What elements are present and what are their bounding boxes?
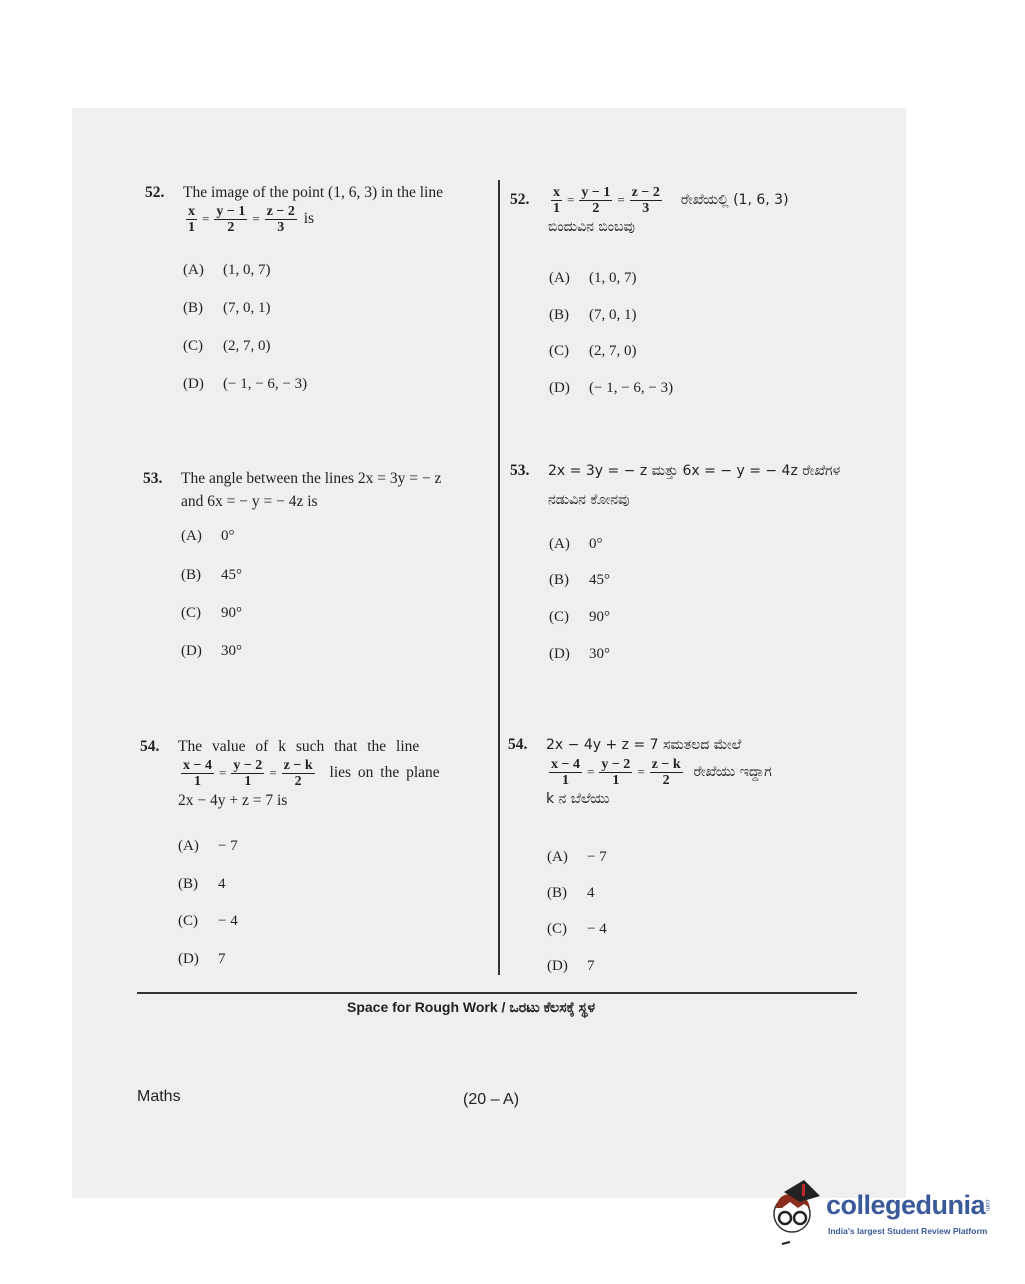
question-text: The value of k such that the line — [178, 738, 420, 755]
option-d: (D) (− 1, − 6, − 3) — [183, 376, 308, 392]
option-b: (B) (7, 0, 1) — [549, 307, 637, 323]
logo-com: .com — [984, 1198, 990, 1212]
question-number: 54. — [140, 738, 160, 755]
question-text: lies on the plane — [329, 764, 440, 782]
option-c: (C) − 4 — [547, 921, 607, 937]
question-53-en — [143, 467, 498, 513]
page-number: (20 – A) — [463, 1091, 520, 1108]
option-b: (B) 45° — [181, 567, 242, 583]
option-a: (A) − 7 — [178, 838, 238, 854]
option-a: (A) 0° — [549, 536, 603, 552]
logo-tagline: India's largest Student Review Platform — [828, 1226, 988, 1236]
option-a: (A) − 7 — [547, 849, 607, 865]
question-number: 52. — [145, 184, 165, 201]
question-number: 53. — [143, 470, 163, 487]
question-number: 53. — [510, 462, 530, 479]
option-d: (D) 7 — [547, 958, 595, 974]
question-text: ರೇಖೆಯು ಇದ್ದಾಗ — [693, 764, 772, 781]
fraction: $\frac{z - 2}{3}$ — [266, 204, 295, 235]
logo-wordmark: collegedunia — [826, 1190, 986, 1220]
rough-work-label: Space for Rough Work / ಒರಟು ಕೆಲಸಕ್ಕೆ ಸ್ಥಳ — [347, 999, 596, 1015]
question-text: k ನ ಬೆಲೆಯು — [546, 791, 610, 807]
question-text: The angle between the lines 2x = 3y = − z — [181, 470, 442, 487]
mascot-icon — [768, 1178, 828, 1248]
subject-label: Maths — [137, 1088, 181, 1105]
option-c: (C) − 4 — [178, 913, 238, 929]
option-b: (B) 45° — [549, 572, 610, 588]
question-54-kn: 54. 2x − 4y + z = 7 ಸಮತಲದ ಮೇಲೆ $\frac{x - 4}{1}$ = $\frac{y - 2}{1}$ = $\frac{z - k}{2}$ ರೇಖೆಯು ಇದ್ದಾಗ k ನ ಬೆಲೆಯು — [508, 733, 868, 811]
option-a: (A) (1, 0, 7) — [549, 270, 637, 286]
question-text: 2x − 4y + z = 7 ಸಮತಲದ ಮೇಲೆ — [546, 737, 742, 753]
option-c: (C) (2, 7, 0) — [183, 338, 271, 354]
option-c: (C) 90° — [549, 609, 610, 625]
question-text: The image of the point (1, 6, 3) in the line — [183, 184, 443, 201]
question-52-kn: 52. $\frac{x}{1}$ = $\frac{y - 1}{2}$ = $\frac{z - 2}{3}$ ರೇಖೆಯಲ್ಲಿ (1, 6, 3) ಬಿಂದುವಿನ ಬಿಂಬವು — [510, 185, 870, 239]
question-number: 54. — [508, 736, 528, 753]
fraction: $\frac{x}{1}$ — [188, 204, 195, 235]
option-c: (C) (2, 7, 0) — [549, 343, 637, 359]
question-text: is — [303, 210, 315, 228]
question-text: 2x − 4y + z = 7 is — [178, 792, 288, 809]
option-d: (D) (− 1, − 6, − 3) — [549, 380, 674, 396]
option-b: (B) 4 — [547, 885, 595, 901]
question-number: 52. — [510, 191, 530, 209]
question-54-en: 54. The value of k such that the line $\frac{x - 4}{1}$ = $\frac{y - 2}{1}$ = $\frac{z - k}{2}$ lies on the plane 2x − 4y + z = 7 is — [140, 735, 498, 812]
column-divider — [498, 180, 500, 975]
collegedunia-logo — [768, 1178, 998, 1248]
option-d: (D) 7 — [178, 951, 226, 967]
question-text: ನಡುವಿನ ಕೋನವು — [548, 492, 630, 508]
question-52-en: 52. The image of the point (1, 6, 3) in the line $\frac{x}{1}$ = $\frac{y - 1}{2}$ = $\frac{z - 2}{3}$ is — [145, 181, 500, 235]
option-d: (D) 30° — [549, 646, 610, 662]
option-b: (B) (7, 0, 1) — [183, 300, 271, 316]
question-53-kn — [510, 459, 870, 512]
question-text: 2x = 3y = − z ಮತ್ತು 6x = − y = − 4z ರೇಖೆಗಳ — [548, 463, 841, 479]
bottom-rule — [137, 992, 857, 994]
option-a: (A) (1, 0, 7) — [183, 262, 271, 278]
option-d: (D) 30° — [181, 643, 242, 659]
question-text: ಬಿಂದುವಿನ ಬಿಂಬವು — [548, 219, 635, 235]
option-b: (B) 4 — [178, 876, 226, 892]
option-a: (A) 0° — [181, 528, 235, 544]
question-text: and 6x = − y = − 4z is — [181, 493, 318, 510]
question-text: ರೇಖೆಯಲ್ಲಿ (1, 6, 3) — [680, 192, 789, 209]
fraction: $\frac{y - 1}{2}$ — [216, 204, 246, 235]
option-c: (C) 90° — [181, 605, 242, 621]
